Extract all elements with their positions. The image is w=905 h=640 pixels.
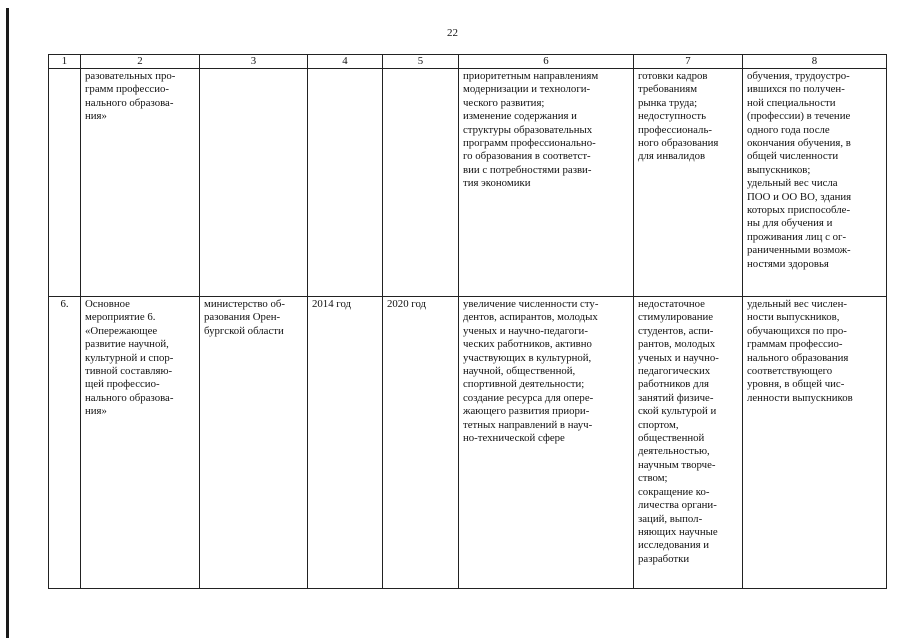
column-header: 4 [308, 55, 383, 69]
table-header-row [49, 55, 887, 69]
column-header: 2 [81, 55, 200, 69]
start-year-cell: 2014 год [308, 297, 383, 589]
start-year-cell [308, 69, 383, 297]
table-row [49, 69, 887, 297]
column-header: 7 [634, 55, 743, 69]
executor-cell [200, 69, 308, 297]
page-number: 22 [447, 27, 458, 39]
activity-name-cell: разовательных про- грамм профессио- нального образова- ния» [81, 69, 200, 297]
column-header: 5 [383, 55, 459, 69]
consequences-cell: недостаточное стимулирование студентов, аспи- рантов, молодых ученых и научно- педагогических работников для занятий физиче- ской культурой и спортом, общественной деятельностью, научным творче- ством; сокращение ко- личества органи- заций, выпол- няющих научные исследования и разработки [634, 297, 743, 589]
column-header: 8 [743, 55, 887, 69]
indicators-cell: удельный вес числен- ности выпускников, обучающихся по про- граммам профессио- нального образования соответствующего уровня, в общей чис- ленности выпускников [743, 297, 887, 589]
end-year-cell: 2020 год [383, 297, 459, 589]
row-number-cell: 6. [49, 297, 81, 589]
end-year-cell [383, 69, 459, 297]
row-number-cell [49, 69, 81, 297]
column-header: 3 [200, 55, 308, 69]
program-table [48, 54, 887, 589]
column-header: 6 [459, 55, 634, 69]
binding-edge [6, 8, 9, 638]
table-row [49, 297, 887, 589]
consequences-cell: готовки кадров требованиям рынка труда; недоступность профессиональ- ного образования для инвалидов [634, 69, 743, 297]
executor-cell: министерство об- разования Орен- бургской области [200, 297, 308, 589]
expected-result-cell: приоритетным направлениям модернизации и технологи- ческого развития; изменение содержания и структуры образовательных программ профессионально- го образования в соответст- вии с потребностями разви- тия экономики [459, 69, 634, 297]
activity-name-cell: Основное мероприятие 6. «Опережающее развитие научной, культурной и спор- тивной составляю- щей профессио- нального образова- ния» [81, 297, 200, 589]
indicators-cell: обучения, трудоустро- ившихся по получен- ной специальности (профессии) в течение одного года после окончания обучения, в общей численности выпускников; удельный вес числа ПОО и ОО ВО, здания которых приспособле- ны для обучения и проживания лиц с ог- раниченными возмож- ностями здоровья [743, 69, 887, 297]
expected-result-cell: увеличение численности сту- дентов, аспирантов, молодых ученых и научно-педагоги- ческих работников, активно участвующих в культурной, научной, общественной, спортивной деятельности; создание ресурса для опере- жающего развития приори- тетных направлений в науч- но-технической сфере [459, 297, 634, 589]
column-header: 1 [49, 55, 81, 69]
